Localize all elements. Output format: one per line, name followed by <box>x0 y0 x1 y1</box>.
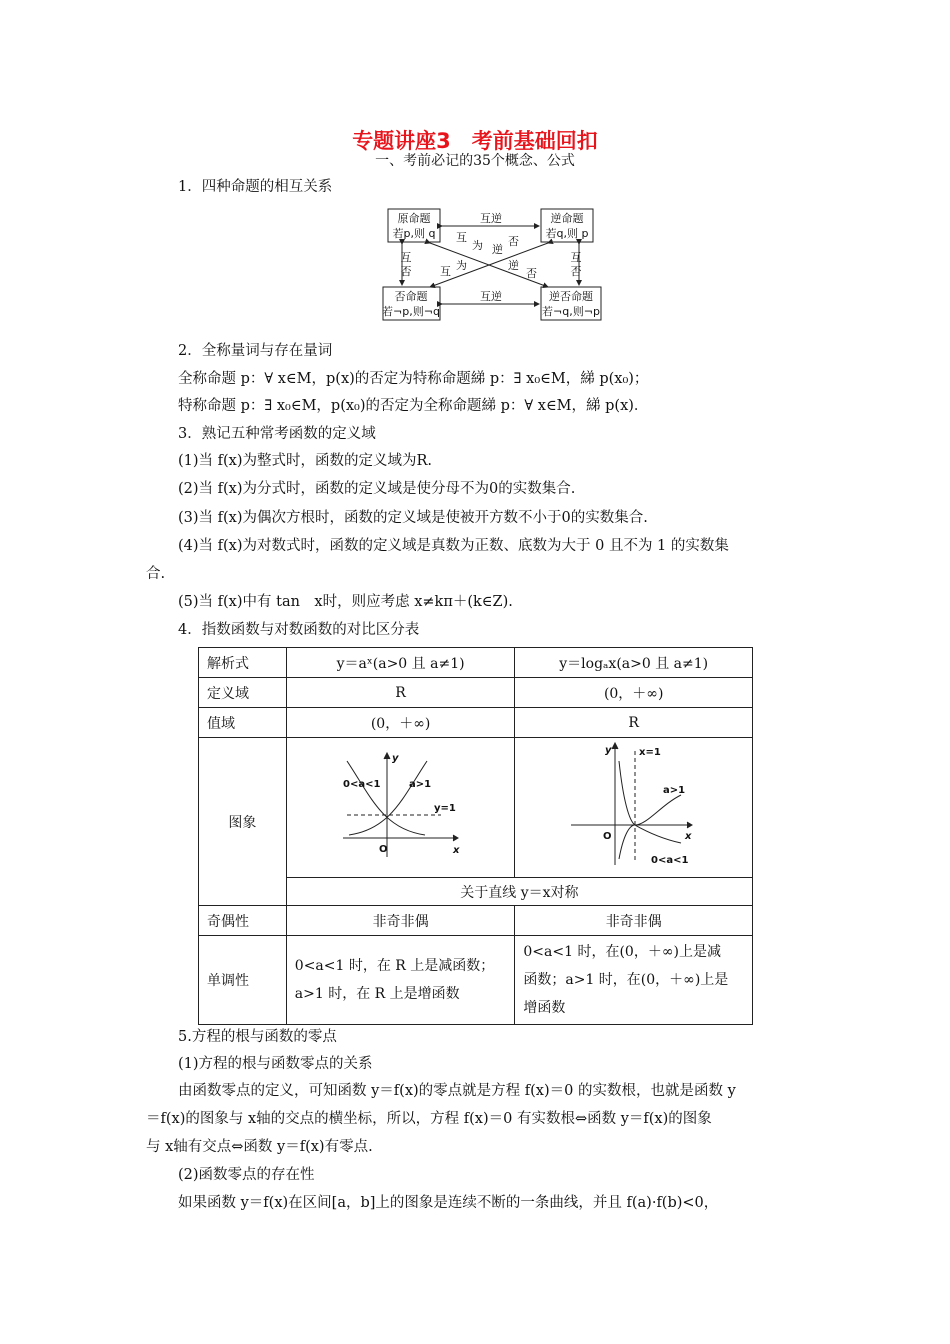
label-mutual-converse-top: 互逆 <box>480 212 502 225</box>
svg-text:O: O <box>378 843 388 855</box>
exp-parity: 非奇非偶 <box>286 906 515 936</box>
inverse-line1: 否命题 <box>394 290 428 303</box>
label-neg-right-1: 互 <box>570 251 582 264</box>
exp-monotonicity: 0<a<1 时，在 R 上是减函数； a>1 时，在 R 上是增函数 <box>286 936 515 1025</box>
para1-line3: 与 x轴有交点⇔函数 y＝f(x)有零点. <box>146 1139 373 1155</box>
exp-range: (0，＋∞) <box>286 708 515 738</box>
row-label-graph: 图象 <box>199 738 287 906</box>
section-subtitle: 一、考前必记的35个概念、公式 <box>375 153 575 169</box>
row-label-monotonicity: 单调性 <box>199 936 287 1025</box>
heading-comparison-table: 4．指数函数与对数函数的对比区分表 <box>178 622 420 638</box>
svg-text:a>1: a>1 <box>662 784 685 796</box>
exp-graph-cell <box>286 738 515 878</box>
heading-quantifiers: 2．全称量词与存在量词 <box>178 343 333 359</box>
para1-line2: ＝f(x)的图象与 x轴的交点的横坐标，所以，方程 f(x)＝0 有实数根⇔函数 y＝f(x)的图象 <box>146 1111 712 1127</box>
contrapositive-line1: 逆否命题 <box>549 290 593 303</box>
symmetry-note: 关于直线 y＝x对称 <box>286 878 752 906</box>
label-diag-6: 为 <box>456 259 467 272</box>
log-graph-cell <box>515 738 753 878</box>
converse-line2: 若q,则 p <box>545 227 589 240</box>
label-diag-7: 逆 <box>508 259 519 272</box>
table-row <box>199 678 753 708</box>
svg-text:0<a<1: 0<a<1 <box>342 778 380 790</box>
subheading-relation: (1)方程的根与函数零点的关系 <box>178 1056 373 1072</box>
svg-text:y=1: y=1 <box>433 802 456 814</box>
heading-roots-zeros: 5.方程的根与函数的零点 <box>178 1029 337 1045</box>
exp-formula: y＝aˣ(a>0 且 a≠1) <box>286 648 515 678</box>
row-label-parity: 奇偶性 <box>199 906 287 936</box>
table-row <box>199 648 753 678</box>
contrapositive-line2: 若¬q,则¬p <box>542 305 600 318</box>
svg-text:O: O <box>602 830 612 842</box>
log-range: R <box>515 708 753 738</box>
log-formula: y＝logₐx(a>0 且 a≠1) <box>515 648 753 678</box>
table-row <box>199 738 753 878</box>
para1-line1: 由函数零点的定义，可知函数 y＝f(x)的零点就是方程 f(x)＝0 的实数根，也就是函数 y <box>178 1083 736 1099</box>
exponential-graph <box>341 751 461 861</box>
label-neg-left-1: 互 <box>400 251 412 264</box>
log-parity: 非奇非偶 <box>515 906 753 936</box>
svg-text:x=1: x=1 <box>638 746 661 758</box>
log-domain: (0，＋∞) <box>515 678 753 708</box>
original-line2: 若p,则 q <box>392 227 436 240</box>
label-diag-8: 否 <box>526 267 537 280</box>
svg-text:x: x <box>684 830 692 842</box>
logarithm-graph <box>569 741 699 871</box>
row-label-domain: 定义域 <box>199 678 287 708</box>
label-diag-5: 互 <box>440 265 451 278</box>
label-mutual-converse-bottom: 互逆 <box>480 290 502 303</box>
domain-item-1: (1)当 f(x)为整式时，函数的定义域为R. <box>178 453 433 469</box>
row-label-range: 值域 <box>199 708 287 738</box>
label-diag-2: 为 <box>472 239 483 252</box>
quantifier-line-1: 全称命题 p：∀ x∈M，p(x)的否定为特称命题綈 p：∃ x₀∈M，綈 p(x₀)； <box>178 371 649 387</box>
heading-four-propositions: 1．四种命题的相互关系 <box>178 179 333 195</box>
label-neg-left-2: 否 <box>400 265 412 278</box>
domain-item-3: (3)当 f(x)为偶次方根时，函数的定义域是使被开方数不小于0的实数集合. <box>178 510 648 526</box>
row-label-formula: 解析式 <box>199 648 287 678</box>
heading-domains: 3．熟记五种常考函数的定义域 <box>178 426 376 442</box>
para2-line1: 如果函数 y＝f(x)在区间[a，b]上的图象是连续不断的一条曲线，并且 f(a)·f(b)<0， <box>178 1195 719 1211</box>
label-neg-right-2: 否 <box>570 265 582 278</box>
subheading-existence: (2)函数零点的存在性 <box>178 1167 315 1183</box>
domain-item-2: (2)当 f(x)为分式时，函数的定义域是使分母不为0的实数集合. <box>178 481 576 497</box>
domain-item-4a: (4)当 f(x)为对数式时，函数的定义域是真数为正数、底数为大于 0 且不为 1 的实数集 <box>178 538 729 554</box>
svg-text:y: y <box>604 744 612 756</box>
original-line1: 原命题 <box>397 212 431 225</box>
exp-domain: R <box>286 678 515 708</box>
svg-text:a>1: a>1 <box>408 778 431 790</box>
inverse-line2: 若¬p,则¬q <box>382 305 440 318</box>
svg-text:x: x <box>452 844 460 856</box>
table-row <box>199 906 753 936</box>
table-row <box>199 936 753 1025</box>
four-propositions-diagram <box>380 203 606 325</box>
exp-log-comparison-table <box>198 647 753 1025</box>
quantifier-line-2: 特称命题 p：∃ x₀∈M，p(x₀)的否定为全称命题綈 p：∀ x∈M，綈 p(x)． <box>178 398 649 414</box>
domain-item-4b: 合. <box>146 566 166 582</box>
page-title: 专题讲座3 考前基础回扣 <box>352 129 598 153</box>
label-diag-1: 互 <box>456 231 467 244</box>
table-row <box>199 708 753 738</box>
domain-item-5: (5)当 f(x)中有 tan x时，则应考虑 x≠kπ＋(k∈Z). <box>178 594 513 610</box>
svg-text:y: y <box>391 752 399 764</box>
log-monotonicity: 0<a<1 时，在(0，＋∞)上是减 函数；a>1 时，在(0，＋∞)上是 增函数 <box>515 936 753 1025</box>
svg-text:0<a<1: 0<a<1 <box>650 854 689 866</box>
label-diag-3: 逆 <box>492 243 503 256</box>
converse-line1: 逆命题 <box>550 212 584 225</box>
label-diag-4: 否 <box>508 235 519 248</box>
